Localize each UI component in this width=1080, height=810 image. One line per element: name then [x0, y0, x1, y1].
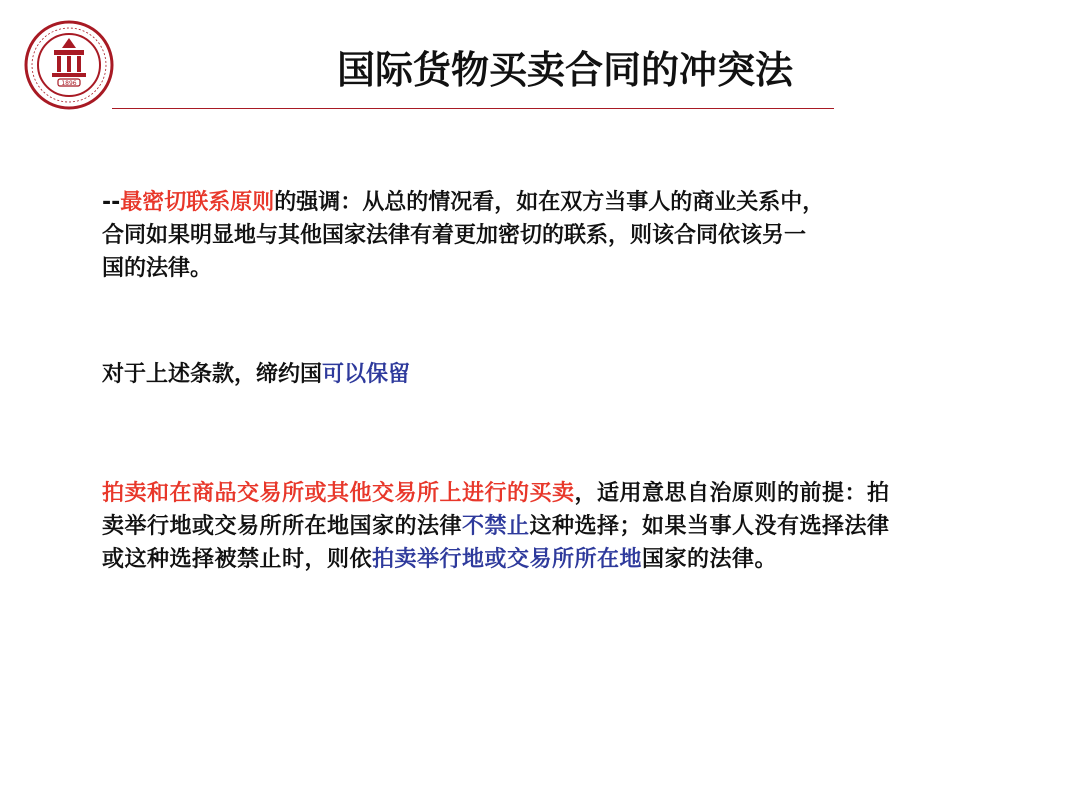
p1-line1-rest: 的强调：从总的情况看，如在双方当事人的商业关系中，	[274, 190, 825, 215]
seal-year: 1896	[61, 80, 77, 87]
p3-line1-rest: ，适用意思自治原则的前提：拍	[574, 481, 890, 506]
p1-line2: 合同如果明显地与其他国家法律有着更加密切的联系，则该合同依该另一	[102, 223, 807, 248]
p3-highlight-red: 拍卖和在商品交易所或其他交易所上进行的买卖	[102, 481, 575, 506]
page-title: 国际货物买卖合同的冲突法	[336, 48, 793, 92]
p3-line3-blue: 拍卖举行地或交易所所在地	[372, 547, 643, 572]
p3-line2-blue: 不禁止	[462, 514, 530, 539]
paragraph-reservation	[102, 358, 1002, 392]
p3-line3-a: 或这种选择被禁止时，则依	[102, 547, 373, 572]
p2-highlight-blue: 可以保留	[322, 362, 411, 387]
p1-prefix: --	[102, 190, 121, 215]
p1-line3: 国的法律。	[102, 256, 213, 281]
paragraph-auction	[102, 477, 1062, 576]
p3-line3-b: 国家的法律。	[642, 547, 778, 572]
p3-line2-b: 这种选择；如果当事人没有选择法律	[529, 514, 890, 539]
paragraph-closest-connection	[102, 186, 1002, 285]
p3-line2-a: 卖举行地或交易所所在地国家的法律	[102, 514, 463, 539]
p1-highlight-red: 最密切联系原则	[120, 190, 275, 215]
university-seal-icon	[24, 20, 114, 110]
title-divider	[112, 108, 834, 109]
p2-text: 对于上述条款，缔约国	[102, 362, 323, 387]
